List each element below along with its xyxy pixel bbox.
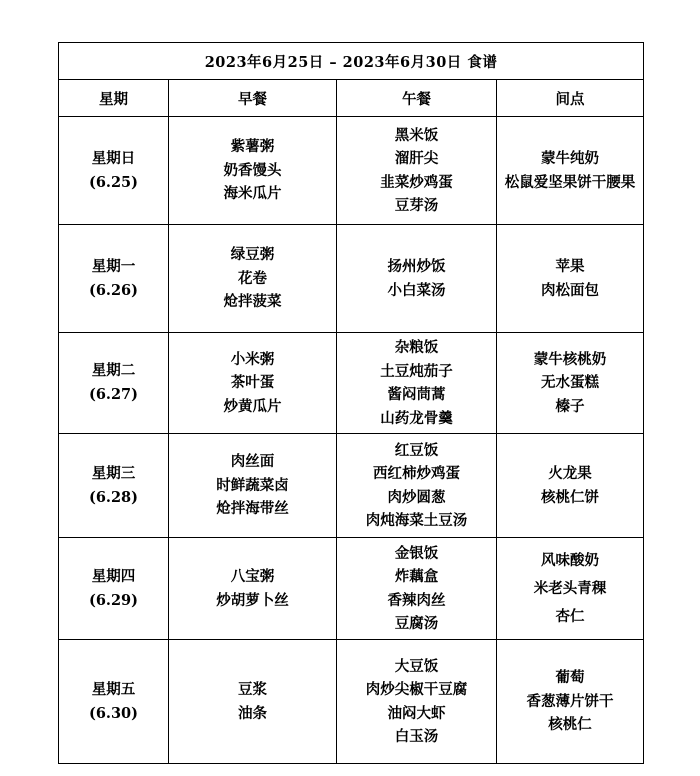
day-date: (6.29) xyxy=(88,591,139,609)
lunch-item: 小白菜汤 xyxy=(387,281,446,299)
breakfast-item: 茶叶蛋 xyxy=(230,374,275,392)
breakfast-cell xyxy=(169,225,337,333)
breakfast-cell xyxy=(169,538,337,640)
snack-item: 香葱薄片饼干 xyxy=(526,692,614,710)
breakfast-item: 炒胡萝卜丝 xyxy=(216,591,289,609)
day-name: 星期四 xyxy=(91,567,136,585)
breakfast-item: 炝拌菠菜 xyxy=(223,293,282,311)
day-row xyxy=(59,225,644,333)
lunch-item: 炸藕盒 xyxy=(394,568,439,585)
day-name: 星期二 xyxy=(91,362,136,379)
snack-item: 无水蛋糕 xyxy=(541,374,600,392)
breakfast-item: 八宝粥 xyxy=(230,568,275,585)
day-date: (6.25) xyxy=(88,173,139,191)
snack-item: 榛子 xyxy=(555,397,585,415)
breakfast-item: 奶香馒头 xyxy=(223,161,282,179)
breakfast-item: 肉丝面 xyxy=(230,453,275,471)
lunch-cell xyxy=(337,117,497,225)
lunch-item: 溜肝尖 xyxy=(394,150,439,167)
header-day: 星期 xyxy=(59,80,169,117)
snack-cell xyxy=(497,117,644,225)
day-cell xyxy=(59,225,169,333)
snack-cell xyxy=(497,225,644,333)
breakfast-cell xyxy=(169,434,337,538)
lunch-cell xyxy=(337,225,497,333)
day-date: (6.30) xyxy=(88,704,139,722)
day-name: 星期三 xyxy=(91,464,136,482)
breakfast-cell xyxy=(169,333,337,434)
header-breakfast: 早餐 xyxy=(169,80,337,117)
lunch-item: 黑米饭 xyxy=(394,126,439,144)
lunch-item: 香辣肉丝 xyxy=(387,591,446,609)
lunch-item: 金银饭 xyxy=(394,544,439,562)
day-name: 星期一 xyxy=(91,257,136,275)
snack-item: 肉松面包 xyxy=(541,281,600,299)
lunch-item: 酱闷茼蒿 xyxy=(387,386,446,403)
day-cell xyxy=(59,538,169,640)
lunch-item: 杂粮饭 xyxy=(394,339,439,356)
day-name: 星期日 xyxy=(91,149,136,167)
snack-item: 蒙牛纯奶 xyxy=(541,150,600,167)
header-row xyxy=(59,80,644,117)
day-cell xyxy=(59,640,169,764)
lunch-cell xyxy=(337,434,497,538)
day-cell xyxy=(59,434,169,538)
header-lunch: 午餐 xyxy=(337,80,497,117)
breakfast-item: 紫薯粥 xyxy=(230,138,275,156)
lunch-cell xyxy=(337,640,497,764)
day-cell xyxy=(59,117,169,225)
breakfast-item: 炒黄瓜片 xyxy=(223,397,282,415)
lunch-item: 韭菜炒鸡蛋 xyxy=(380,173,453,191)
lunch-item: 肉炖海菜土豆汤 xyxy=(365,512,468,529)
breakfast-item: 豆浆 xyxy=(238,681,267,698)
lunch-item: 扬州炒饭 xyxy=(387,258,446,275)
lunch-item: 肉炒尖椒干豆腐 xyxy=(365,681,468,698)
breakfast-item: 炝拌海带丝 xyxy=(216,500,289,518)
snack-item: 核桃仁饼 xyxy=(541,488,600,506)
snack-item: 杏仁 xyxy=(555,607,585,625)
day-row xyxy=(59,117,644,225)
day-cell xyxy=(59,333,169,434)
lunch-item: 红豆饭 xyxy=(394,441,439,459)
lunch-item: 大豆饭 xyxy=(394,657,439,675)
snack-cell xyxy=(497,434,644,538)
menu-table xyxy=(58,42,644,764)
breakfast-item: 小米粥 xyxy=(230,350,275,368)
lunch-item: 白玉汤 xyxy=(394,728,439,745)
day-name: 星期五 xyxy=(91,680,136,698)
menu-title: 2023年6月25日 – 2023年6月30日 食谱 xyxy=(59,43,644,80)
day-date: (6.26) xyxy=(88,281,139,299)
breakfast-item: 海米瓜片 xyxy=(223,185,282,203)
lunch-item: 豆芽汤 xyxy=(394,197,439,214)
snack-cell xyxy=(497,640,644,764)
day-row xyxy=(59,538,644,640)
breakfast-item: 绿豆粥 xyxy=(230,246,275,264)
day-date: (6.28) xyxy=(88,488,139,506)
breakfast-item: 花卷 xyxy=(238,269,267,287)
lunch-cell xyxy=(337,538,497,640)
day-row xyxy=(59,434,644,538)
breakfast-item: 时鲜蔬菜卤 xyxy=(216,476,289,494)
day-row xyxy=(59,640,644,764)
snack-item: 松鼠爱坚果饼干腰果 xyxy=(504,173,636,191)
snack-cell xyxy=(497,538,644,640)
lunch-cell xyxy=(337,333,497,434)
lunch-item: 山药龙骨羹 xyxy=(380,409,453,427)
breakfast-cell xyxy=(169,117,337,225)
lunch-item: 土豆炖茄子 xyxy=(380,362,453,380)
lunch-item: 西红柿炒鸡蛋 xyxy=(373,465,460,482)
snack-item: 风味酸奶 xyxy=(541,551,600,569)
header-snack: 间点 xyxy=(497,80,644,117)
snack-cell xyxy=(497,333,644,434)
title-row xyxy=(59,43,644,80)
snack-item: 核桃仁 xyxy=(548,716,592,734)
lunch-item: 油闷大虾 xyxy=(387,704,446,722)
snack-item: 蒙牛核桃奶 xyxy=(533,350,607,368)
lunch-item: 豆腐汤 xyxy=(394,615,439,632)
snack-item: 葡萄 xyxy=(555,669,585,687)
lunch-item: 肉炒圆葱 xyxy=(387,488,446,506)
snack-item: 米老头青稞 xyxy=(533,579,607,597)
breakfast-item: 油条 xyxy=(238,704,267,722)
snack-item: 苹果 xyxy=(555,258,585,275)
breakfast-cell xyxy=(169,640,337,764)
day-row xyxy=(59,333,644,434)
snack-item: 火龙果 xyxy=(548,465,592,482)
day-date: (6.27) xyxy=(88,386,139,403)
